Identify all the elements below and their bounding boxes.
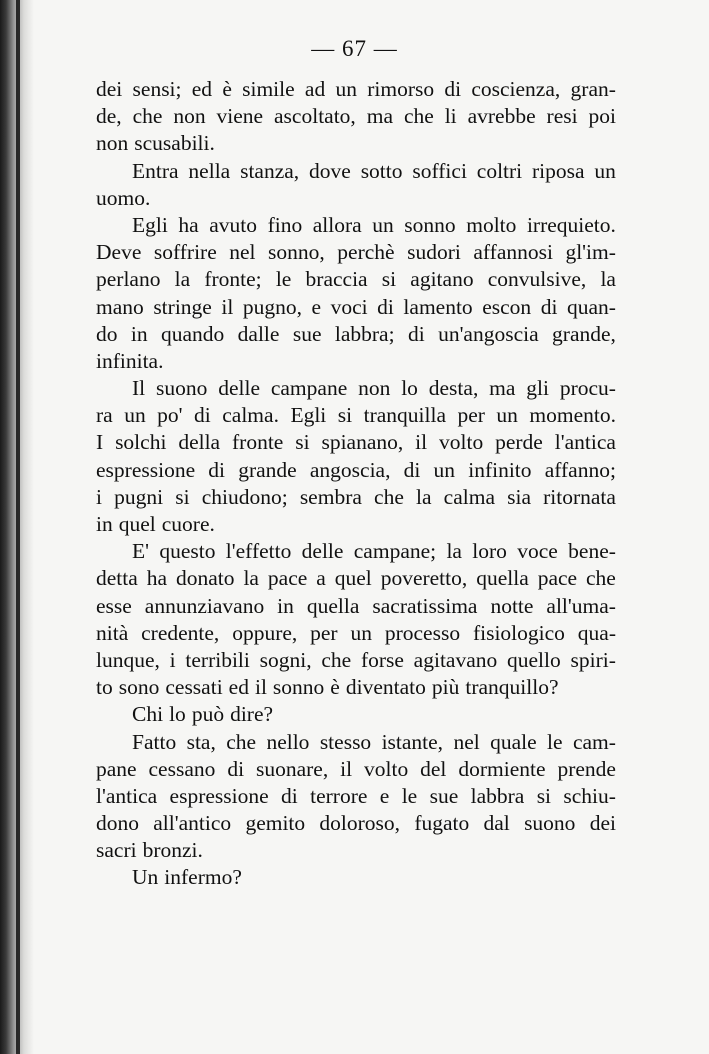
paragraph [96, 538, 616, 701]
text-line: perlano la fronte; le braccia si agitano convulsive, la [96, 267, 616, 292]
paragraph [96, 701, 616, 728]
page-number: — 67 — [311, 36, 398, 61]
text-line: dei sensi; ed è simile ad un rimorso di coscienza, gran- [96, 77, 616, 101]
text-line: mano stringe il pugno, e voci di lamento escon di quan- [96, 294, 616, 319]
paragraph [96, 76, 616, 158]
text-line: l'antica espressione di terrore e le sue labbra si schiu- [96, 783, 616, 808]
paragraph [96, 864, 616, 891]
text-line: lunque, i terribili sogni, che forse agitavano quello spiri- [96, 647, 616, 672]
text-line: uomo. [96, 185, 151, 210]
text-line: espressione di grande angoscia, di un infinito affanno; [96, 457, 616, 482]
text-line: Fatto sta, che nello stesso istante, nel quale le cam- [132, 729, 616, 754]
binding-line [16, 0, 20, 1054]
text-line: to sono cessati ed il sonno è diventato più tranquillo? [96, 675, 559, 700]
text-line: esse annunziavano in quella sacratissima notte all'uma- [96, 593, 616, 618]
text-line: dono all'antico gemito doloroso, fugato dal suono dei [96, 811, 616, 836]
text-line: ra un po' di calma. Egli si tranquilla per un momento. [96, 403, 616, 428]
text-line: pane cessano di suonare, il volto del dormiente prende [96, 756, 616, 781]
text-line: infinita. [96, 348, 164, 373]
text-line: do in quando dalle sue labbra; di un'angoscia grande, [96, 321, 616, 346]
text-line: de, che non viene ascoltato, ma che li avrebbe resi poi [96, 104, 616, 129]
text-line: nità credente, oppure, per un processo fisiologico qua- [96, 620, 616, 645]
text-line: Egli ha avuto fino allora un sonno molto irrequieto. [132, 212, 616, 237]
paragraph [96, 212, 616, 375]
paragraph [96, 375, 616, 538]
text-line: I solchi della fronte si spianano, il volto perde l'antica [96, 430, 616, 455]
text-line: E' questo l'effetto delle campane; la loro voce bene- [132, 539, 616, 564]
text-line: detta ha donato la pace a quel poveretto, quella pace che [96, 566, 616, 591]
text-line: Il suono delle campane non lo desta, ma gli procu- [132, 376, 616, 401]
text-line: Entra nella stanza, dove sotto soffici coltri riposa un [132, 158, 616, 183]
text-line: in quel cuore. [96, 512, 215, 536]
text-line: Deve soffrire nel sonno, perchè sudori affannosi gl'im- [96, 240, 616, 265]
text-line: Chi lo può dire? [132, 702, 274, 727]
text-line: sacri bronzi. [96, 838, 203, 863]
text-line: non scusabili. [96, 131, 215, 156]
paragraph [96, 729, 616, 865]
paragraph [96, 158, 616, 212]
text-line: Un infermo? [132, 865, 242, 890]
body-text [96, 76, 616, 892]
text-line: i pugni si chiudono; sembra che la calma sia ritornata [96, 484, 616, 509]
